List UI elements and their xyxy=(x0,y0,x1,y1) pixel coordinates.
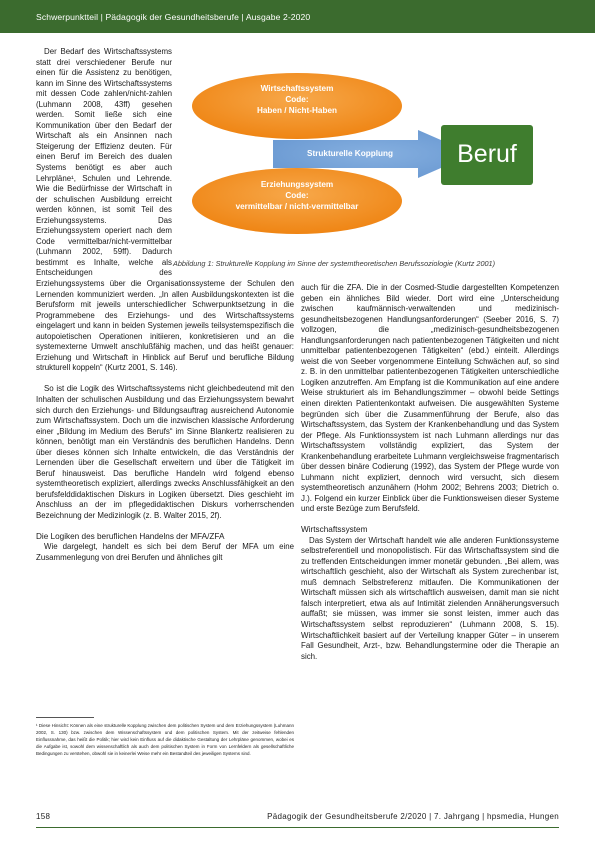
body-paragraph: Wie dargelegt, handelt es sich bei dem Beruf der MFA um eine Zusammenlegung von drei Berufen und ähnliches gilt xyxy=(36,542,294,562)
header-bar xyxy=(0,0,595,33)
footnote: ¹ Diese Hinsicht: Können als eine strukturelle Kopplung zwischen dem politischen System und dem Erziehungssystem (Luhmann 2002, S. 130) bzw. zwischen dem Wissenschaftssystem und dem politischen System. Mit der zeitweise fehlenden Einflussnahme, das heißt die Politik; hier wird kein Einfluss auf die didaktische Gestaltung der Lehrpläne genommen, wobei es die Aufgabe ist, sowohl dem wissenschaftlich als auch dem politischen System in Form von Lernfeldern als gesellschaftliche Bedingungen zu verstehen, obwohl sie in keinerlei Weise mehr ein Bestandteil des jeweiligen Systems sind. xyxy=(36,723,294,756)
footer-rule xyxy=(36,827,559,828)
profession-label: Beruf xyxy=(457,140,517,168)
section-heading: Wirtschaftssystem xyxy=(301,525,368,535)
section-heading: Die Logiken des beruflichen Handelns der MFA/ZFA xyxy=(36,531,225,541)
coupling-label: Strukturelle Kopplung xyxy=(307,149,393,158)
right-column xyxy=(301,283,559,662)
figure-caption: Abbildung 1: Strukturelle Kopplung im Sinne der systemtheoretischen Berufssoziologie (Kurtz 2001) xyxy=(173,259,496,268)
body-paragraph: Das System der Wirtschaft handelt wie alle anderen Funktionssysteme selbstreferentiell und monopolistisch. Für das Wirtschaftssystem sind die zu treffenden Entscheidungen immer monetär gebunden. „Bei allem, was wirtschaftlich geschieht, also der Wirtschaft als System zurechenbar ist, muß demnach Selbstreferenz mitlaufen. Die Kommunikationen der Wirtschaft müssen sich als wirtschaftlich ausweisen, damit man sie nicht falsch interpretiert, etwa als auf Intimität zielenden Annäherungsversuch auffaßt; sie müssen, was immer sie sonst leisten, immer auch das Wirtschaftssystem selbst reproduzieren“ (Luhmann 2008, S. 15). Wirtschaftlichkeit basiert auf der Verteilung knapper Güter – in unserem Fall Gesundheit, Arzt-, bzw. Behandlungstermine oder die Therapie an sich. xyxy=(301,535,559,661)
footnote-rule xyxy=(36,717,94,718)
running-header: Schwerpunktteil | Pädagogik der Gesundheitsberufe | Ausgabe 2-2020 xyxy=(36,12,311,22)
journal-info: Pädagogik der Gesundheitsberufe 2/2020 | 7. Jahrgang | hpsmedia, Hungen xyxy=(267,812,559,821)
page-number: 158 xyxy=(36,812,51,821)
economy-system-label: Wirtschaftssystem Code: Haben / Nicht-Haben xyxy=(256,84,338,115)
intro-paragraph: Der Bedarf des Wirtschaftssystems statt drei verschiedener Berufe nur einen für die Assistenz zu benötigen, kann im Sinne des Wirtschaftssystems mit dessen Code zahlen/nicht-zahlen (Luhmann 2008, 43ff) gesehen werden. Somit ließe sich eine Kommunikation über den Bedarf der Wirtschaft als ein Ansinnen nach Steigerung der Effizienz deuten. Für einen Beruf im Bereich des dualen Systems benötigt es aber auch Lehrpläne¹, Schulen und Lehrende. Wie die Bedürfnisse der Wirtschaft in der schulischen Ausbildung erreicht werden können, ist somit Teil des Erziehungssystems. Das Erziehungssystem operiert nach dem Code vermittelbar/nicht-vermittelbar (Luhmann 2002, 59ff). Dadurch bestimmt es Inhalte, welche als Entscheidungen des Erziehungssystems über die Organisationssysteme der Schulen den Lernenden kommuniziert werden. „In allen Ausbildungskontexten ist die Berufsform mit jeweils unterschiedlicher Schwerpunktsetzung in die Programmebene des Erziehungs- und des Wirtschaftssystems eingelagert und kann in beiden Systemen jeweils teilsystemspezifisch die autopoietischen Operationen initiieren, konkretisieren und an die systemexterne Umwelt anschlußfähig machen, und das heißt genauer: Erziehung und Wirtschaft in Hinblick auf Beruf und berufliche Bildung strukturell koppeln“ (Kurtz 2001, S. 146). xyxy=(36,47,294,373)
body-paragraph: auch für die ZFA. Die in der Cosmed-Studie dargestellten Kompetenzen geben ein ähnliches Bild wieder. Dort wird eine „Unterscheidung zwischen kaufmännisch-verwaltenden und medizinisch-gesundheitsbezogenen Handlungsanforderungen“ (Seeber 2016, S. 7) vollzogen, die „medizinisch-gesundheitsbezogenen Handlungsanforderungen nach patientenbezogenen Tätigkeiten und nicht unmittelbar patientenbezogenen Tätigkeiten“ (ebd.) einteilt. Allerdings weist die von Seeber vorgenommene Einteilung Schwächen auf, so sind z. B. in den unmittelbar patientenbezogenen Tätigkeiten unterschiedliche Logiken anzutreffen. Am Empfang ist die Kommunikation auf eine andere Weise strukturiert als im Behandlungszimmer – obwohl beide Settings einen direkten Patientenkontakt aufweisen. Die ausgewählten Systeme begründen sich über die Zusammenführung der Berufe, also das Wirtschaftssystem, das System der Krankenbehandlung und das System der Pflege. Als Funktionssystem ist nach Luhmann allerdings nur das Wirtschaftssystem vollständig expliziert, das System der Krankenbehandlung erarbeitete Luhmann vergleichsweise fragmentarisch über dessen binäre Codierung (1992), das System der Pflege wurde von Luhmann nicht expliziert, dennoch wird versucht, sich diesem systemtheoretisch anzunähern (Hohm 2002; Behrens 2003; Dietrich o. J.). Folgend ein kurzer Einblick über die Funktionsweisen dieser Systeme und erste Bezüge zum Berufsfeld. xyxy=(301,283,559,514)
figure-structural-coupling xyxy=(173,70,553,260)
body-paragraph: So ist die Logik des Wirtschaftssystems nicht gleichbedeutend mit den Inhalten der schulischen Ausbildung und das Erziehungssystem bewahrt sich durch den Erziehungs- und Bildungsauftrag ausreichend Autonomie zum Wirtschaftssystem. Doch um die inzwischen klassische Anforderung einer „Bildung im Medium des Berufs“ im Sinne Blankertz realisieren zu können, benötigt man ein Verständnis des beruflichen Handelns. Denn über dieses können sich Inhalte entwickeln, die das Verständnis der Lernenden über die Gesellschaft erweitern und über die Tätigkeit im Beruf hinausweist. Das berufliche Handeln wird folgend ebenso systemtheoretisch expliziert, allerdings zwecks Anschlussfähigkeit an den berufsfelddidaktischen Diskurs in Logiken übersetzt. Dies geschieht im Anschluss an der im pflegedidaktischen Diskurs vorherrschenden Bezeichnung der Medizinlogik (z. B. Walter 2015, 2f). xyxy=(36,384,294,521)
education-system-label: Erziehungssystem Code: vermittelbar / nicht-vermittelbar xyxy=(235,180,359,211)
